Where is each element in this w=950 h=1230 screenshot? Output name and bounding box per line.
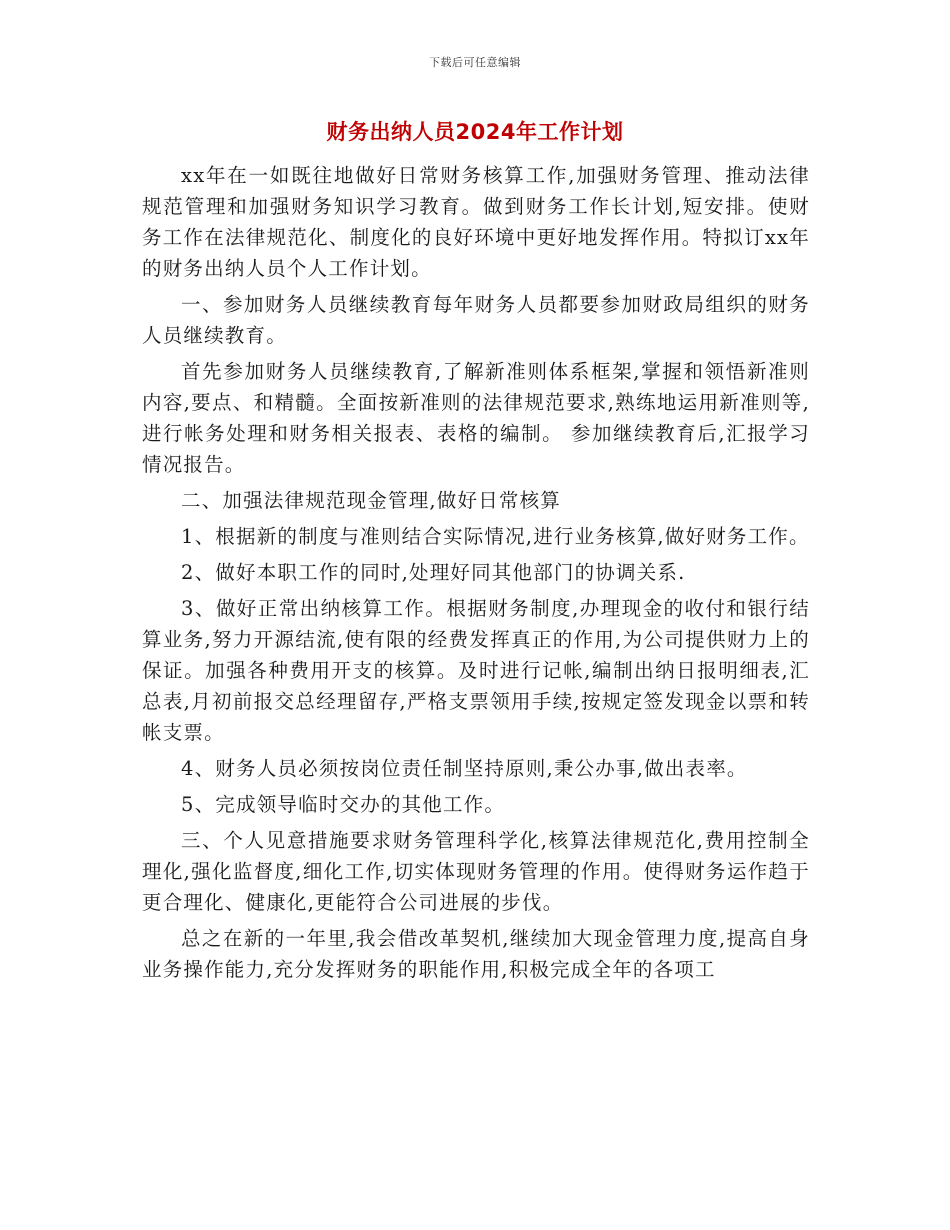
paragraph-section-1-heading: 一、参加财务人员继续教育每年财务人员都要参加财政局组织的财务人员继续教育。: [142, 293, 810, 347]
paragraph-conclusion: 总之在新的一年里,我会借改革契机,继续加大现金管理力度,提高自身业务操作能力,充分发挥财务的职能作用,积极完成全年的各项工: [142, 927, 810, 981]
paragraph-item-1: 1、根据新的制度与准则结合实际情况,进行业务核算,做好财务工作。: [181, 525, 810, 548]
document-title: 财务出纳人员2024年工作计划: [326, 120, 624, 144]
paragraph-section-2-heading: 二、加强法律规范现金管理,做好日常核算: [181, 489, 561, 512]
paragraph-item-3: 3、做好正常出纳核算工作。根据财务制度,办理现金的收付和银行结算业务,努力开源结流,使有限的经费发挥真正的作用,为公司提供财力上的保证。加强各种费用开支的核算。及时进行记帐,编制出纳日报明细表,汇总表,月初前报交总经理留存,严格支票领用手续,按规定签发现金以票和转帐支票。: [142, 597, 810, 744]
document-body: [142, 160, 810, 990]
paragraph-item-4: 4、财务人员必须按岗位责任制坚持原则,秉公办事,做出表率。: [181, 757, 748, 780]
paragraph-item-5: 5、完成领导临时交办的其他工作。: [181, 793, 506, 816]
paragraph-intro: xx年在一如既往地做好日常财务核算工作,加强财务管理、推动法律规范管理和加强财务知识学习教育。做到财务工作长计划,短安排。使财务工作在法律规范化、制度化的良好环境中更好地发挥作用。特拟订xx年的财务出纳人员个人工作计划。: [142, 164, 810, 280]
paragraph-section-3: 三、个人见意措施要求财务管理科学化,核算法律规范化,费用控制全理化,强化监督度,细化工作,切实体现财务管理的作用。使得财务运作趋于更合理化、健康化,更能符合公司进展的步伐。: [142, 829, 810, 914]
header-note: 下载后可任意编辑: [429, 56, 521, 69]
paragraph-section-1-body: 首先参加财务人员继续教育,了解新准则体系框架,掌握和领悟新准则内容,要点、和精髓。全面按新准则的法律规范要求,熟练地运用新准则等,进行帐务处理和财务相关报表、表格的编制。 参加继续教育后,汇报学习情况报告。: [142, 360, 810, 476]
paragraph-item-2: 2、做好本职工作的同时,处理好同其他部门的协调关系.: [181, 561, 686, 584]
